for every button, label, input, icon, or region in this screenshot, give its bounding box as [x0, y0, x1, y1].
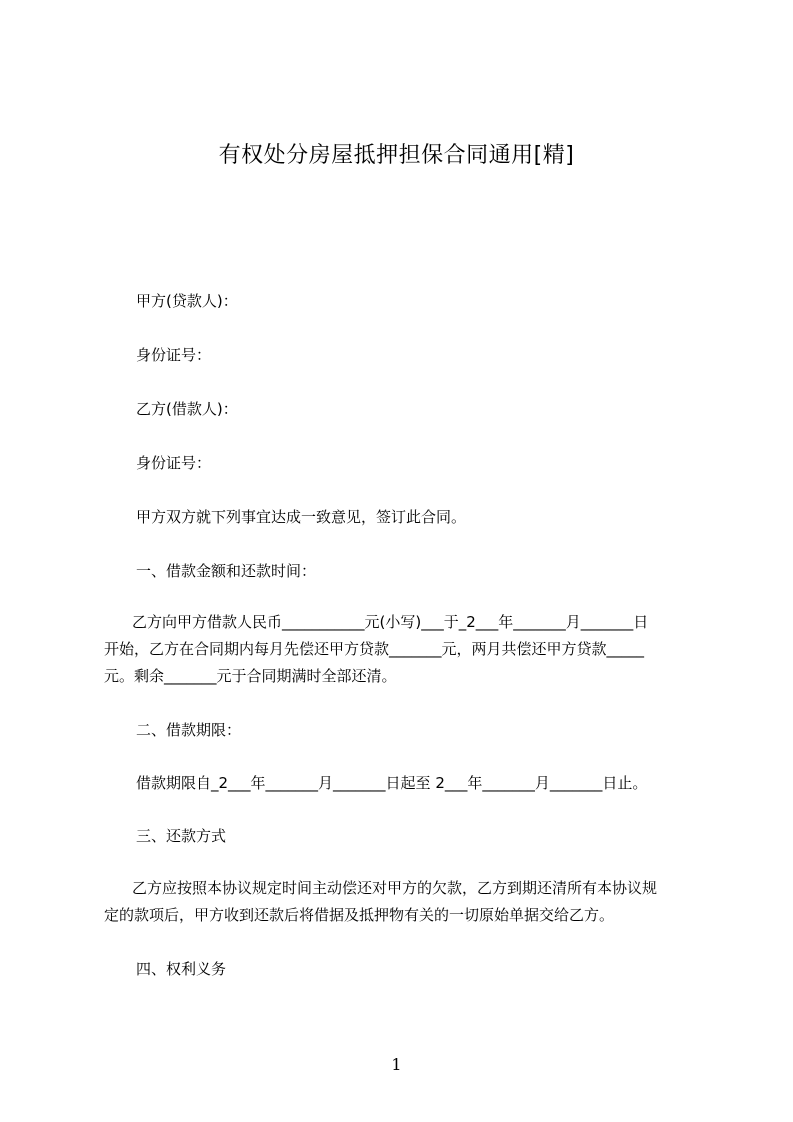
section-2-heading: 二、借款期限： — [136, 721, 242, 739]
section-1-heading: 一、借款金额和还款时间： — [136, 562, 317, 580]
section-3-line-1: 乙方应按照本协议规定时间主动偿还对甲方的欠款，乙方到期还清所有本协议规 — [132, 879, 658, 897]
page-number: 1 — [391, 1055, 402, 1074]
section-1-line-1: 乙方向甲方借款人民币___________元(小写)___于_2___年_______月_______日 — [132, 613, 649, 631]
section-3-heading: 三、还款方式 — [136, 827, 227, 845]
party-b-label: 乙方(借款人)： — [136, 400, 238, 418]
section-4-heading: 四、权利义务 — [136, 960, 227, 978]
section-1-line-2: 开始，乙方在合同期内每月先偿还甲方贷款_______元，两月共偿还甲方贷款_____ — [104, 640, 645, 658]
section-1-line-3: 元。剩余_______元于合同期满时全部还清。 — [104, 667, 397, 685]
party-b-id-label: 身份证号： — [136, 454, 212, 472]
agreement-statement: 甲方双方就下列事宜达成一致意见，签订此合同。 — [136, 508, 467, 526]
party-a-id-label: 身份证号： — [136, 346, 212, 364]
section-2-text: 借款期限自_2___年_______月_______日起至 2___年_______月_______日止。 — [136, 774, 648, 792]
party-a-label: 甲方(贷款人)： — [136, 292, 238, 310]
section-3-line-2: 定的款项后，甲方收到还款后将借据及抵押物有关的一切原始单据交给乙方。 — [104, 906, 615, 924]
document-title: 有权处分房屋抵押担保合同通用[精] — [218, 143, 575, 168]
